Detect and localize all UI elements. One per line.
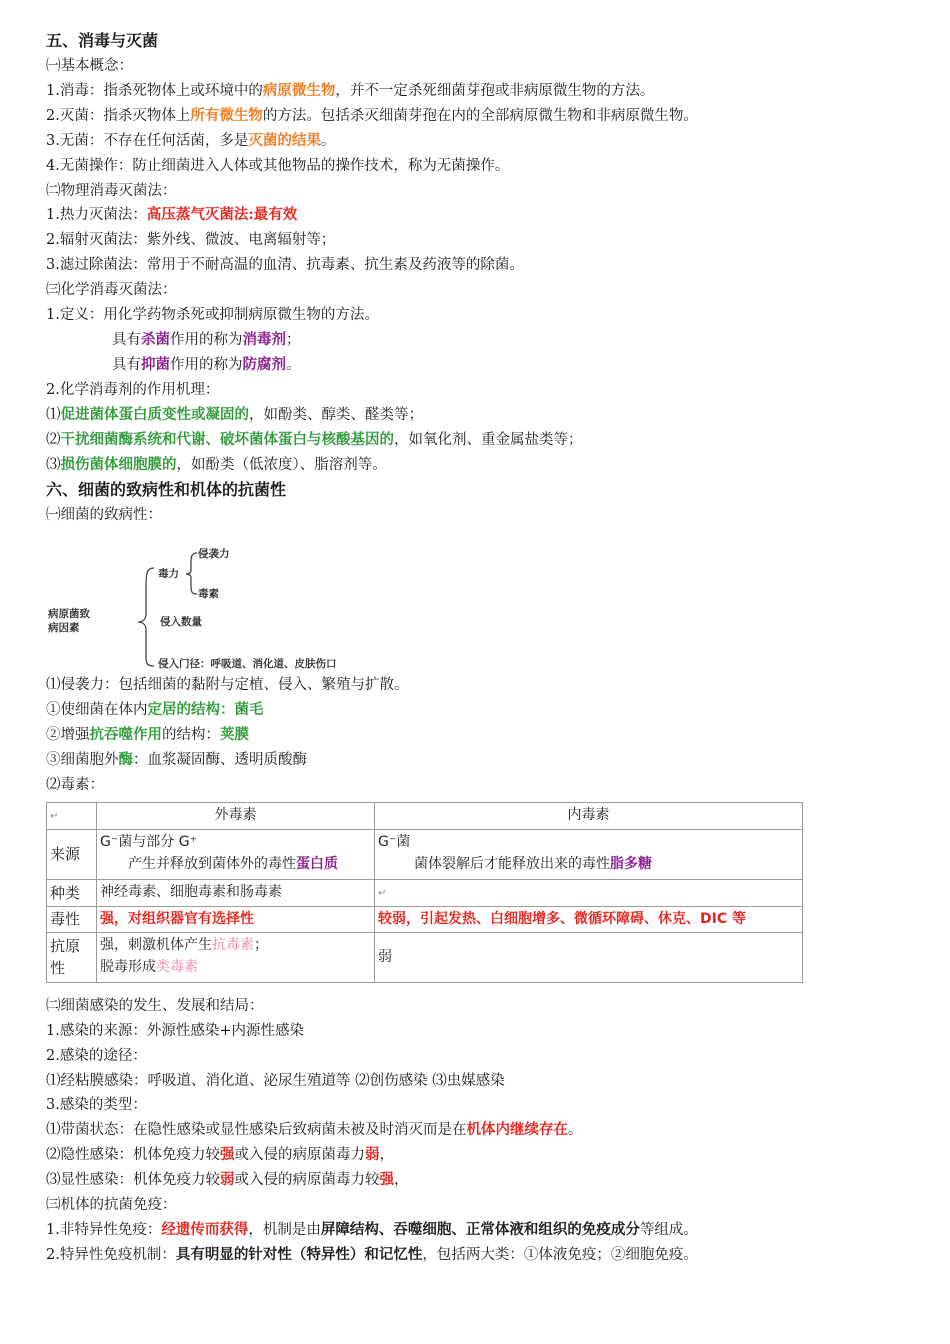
cell-endo-source: G⁻菌 菌体裂解后才能释放出来的毒性脂多糖 bbox=[375, 829, 803, 879]
toxin-heading: ⑵毒素： bbox=[46, 776, 104, 793]
invasiveness-definition: ⑴侵袭力：包括细菌的黏附与定植、侵入、繁殖与扩散。 bbox=[46, 677, 409, 694]
immunity-nonspecific: 1.非特异性免疫：经遗传而获得，机制是由屏障结构、吞噬细胞、正常体液和组织的免疫成分等组成。 bbox=[46, 1221, 698, 1238]
diagram-quantity: 侵入数量 bbox=[160, 616, 202, 629]
concept-aseptic-operation: 4.无菌操作：防止细菌进入人体或其他物品的操作技术，称为无菌操作。 bbox=[46, 157, 510, 174]
cell-exo-toxicity: 强，对组织器官有选择性 bbox=[97, 906, 375, 932]
cell-endo-antigenicity: 弱 bbox=[375, 932, 803, 982]
table-header-row bbox=[47, 802, 803, 829]
cell-exo-source: G⁻菌与部分 G⁺ 产生并释放到菌体外的毒性蛋白质 bbox=[97, 829, 375, 879]
diagram-portal: 侵入门径：呼吸道、消化道、皮肤伤口 bbox=[158, 658, 337, 671]
toxin-comparison-table bbox=[46, 802, 806, 988]
diagram-invasiveness: 侵袭力 bbox=[198, 548, 230, 561]
mechanism-item-1: ⑴促进菌体蛋白质变性或凝固的，如酚类、醇类、醛类等； bbox=[46, 405, 423, 423]
diagram-root-line-2: 病因素 bbox=[48, 622, 80, 635]
row-label-antigenicity: 抗原性 bbox=[47, 932, 97, 982]
row-label-source: 来源 bbox=[47, 829, 97, 879]
concept-asepsis: 3.无菌：不存在任何活菌，多是灭菌的结果。 bbox=[46, 131, 336, 149]
infection-route-heading: 2.感染的途径： bbox=[46, 1047, 147, 1064]
chemical-preservative: 具有抑菌作用的称为防腐剂。 bbox=[112, 355, 301, 373]
subheading-chemical-methods: ㈢化学消毒灭菌法： bbox=[46, 282, 177, 299]
subheading-basic-concepts: ㈠基本概念： bbox=[46, 58, 133, 74]
header-exotoxin: 外毒素 bbox=[97, 802, 375, 829]
cell-exo-antigenicity: 强，刺激机体产生抗毒素； 脱毒形成类毒素 bbox=[97, 932, 375, 982]
physical-heat: 1.热力灭菌法：高压蒸气灭菌法:最有效 bbox=[46, 206, 298, 224]
section-5-title: 五、消毒与灭菌 bbox=[46, 31, 159, 50]
diagram-root-line-1: 病原菌致 bbox=[48, 608, 90, 621]
immunity-specific: 2.特异性免疫机制：具有明显的针对性（特异性）和记忆性，包括两大类：①体液免疫；②细胞免疫。 bbox=[46, 1245, 698, 1263]
table-row-source bbox=[47, 829, 803, 879]
diagram-toxin: 毒素 bbox=[198, 588, 219, 601]
subheading-infection: ㈡细菌感染的发生、发展和结局： bbox=[46, 997, 264, 1014]
pathogenic-factors-diagram bbox=[46, 528, 466, 673]
table-row-toxicity bbox=[47, 906, 803, 932]
chemical-mechanism-heading: 2.化学消毒剂的作用机理： bbox=[46, 381, 220, 398]
table-row-type bbox=[47, 879, 803, 906]
infection-source: 1.感染的来源：外源性感染+内源性感染 bbox=[46, 1022, 304, 1039]
subheading-physical-methods: ㈡物理消毒灭菌法： bbox=[46, 182, 177, 199]
concept-sterilization: 2.灭菌：指杀灭物体上所有微生物的方法。包括杀灭细菌芽孢在内的全部病原微生物和非病原微生物。 bbox=[46, 106, 698, 124]
invasiveness-item-1: ①使细菌在体内定居的结构：菌毛 bbox=[46, 701, 264, 719]
mechanism-item-3: ⑶损伤菌体细胞膜的，如酚类（低浓度）、脂溶剂等。 bbox=[46, 455, 387, 473]
invasiveness-item-3: ③细菌胞外酶：血浆凝固酶、透明质酸酶 bbox=[46, 751, 307, 769]
infection-carrier-state: ⑴带菌状态：在隐性感染或显性感染后致病菌未被及时消灭而是在机体内继续存在。 bbox=[46, 1121, 583, 1139]
subheading-immunity: ㈢机体的抗菌免疫： bbox=[46, 1197, 177, 1214]
diagram-braces bbox=[46, 528, 466, 673]
cell-endo-type: ↵ bbox=[375, 879, 803, 906]
concept-disinfection: 1.消毒：指杀死物体上或环境中的病原微生物，并不一定杀死细菌芽孢或非病原微生物的方法。 bbox=[46, 81, 655, 99]
row-label-type: 种类 bbox=[47, 879, 97, 906]
row-label-toxicity: 毒性 bbox=[47, 906, 97, 932]
section-6-title: 六、细菌的致病性和机体的抗菌性 bbox=[46, 480, 287, 500]
physical-filtration: 3.滤过除菌法：常用于不耐高温的血清、抗毒素、抗生素及药液等的除菌。 bbox=[46, 257, 524, 274]
mechanism-item-2: ⑵干扰细菌酶系统和代谢、破坏菌体蛋白与核酸基因的，如氧化剂、重金属盐类等； bbox=[46, 430, 583, 448]
table-corner: ↵ bbox=[47, 802, 97, 829]
infection-type-heading: 3.感染的类型： bbox=[46, 1097, 147, 1114]
infection-latent: ⑵隐性感染：机体免疫力较强或入侵的病原菌毒力弱， bbox=[46, 1146, 394, 1164]
subheading-pathogenicity: ㈠细菌的致病性： bbox=[46, 507, 162, 524]
document-page bbox=[46, 28, 906, 1268]
chemical-disinfectant: 具有杀菌作用的称为消毒剂； bbox=[112, 330, 301, 348]
infection-apparent: ⑶显性感染：机体免疫力较弱或入侵的病原菌毒力较强， bbox=[46, 1171, 409, 1189]
infection-routes: ⑴经粘膜感染：呼吸道、消化道、泌尿生殖道等 ⑵创伤感染 ⑶虫媒感染 bbox=[46, 1072, 505, 1089]
invasiveness-item-2: ②增强抗吞噬作用的结构：荚膜 bbox=[46, 726, 249, 744]
diagram-toxicity: 毒力 bbox=[158, 568, 179, 581]
header-endotoxin: 内毒素 bbox=[375, 802, 803, 829]
cell-exo-type: 神经毒素、细胞毒素和肠毒素 bbox=[97, 879, 375, 906]
chemical-definition: 1.定义：用化学药物杀死或抑制病原微生物的方法。 bbox=[46, 307, 379, 324]
physical-radiation: 2.辐射灭菌法：紫外线、微波、电离辐射等； bbox=[46, 232, 336, 249]
table-row-antigenicity bbox=[47, 932, 803, 982]
cell-endo-toxicity: 较弱，引起发热、白细胞增多、微循环障碍、休克、DIC 等 bbox=[375, 906, 803, 932]
